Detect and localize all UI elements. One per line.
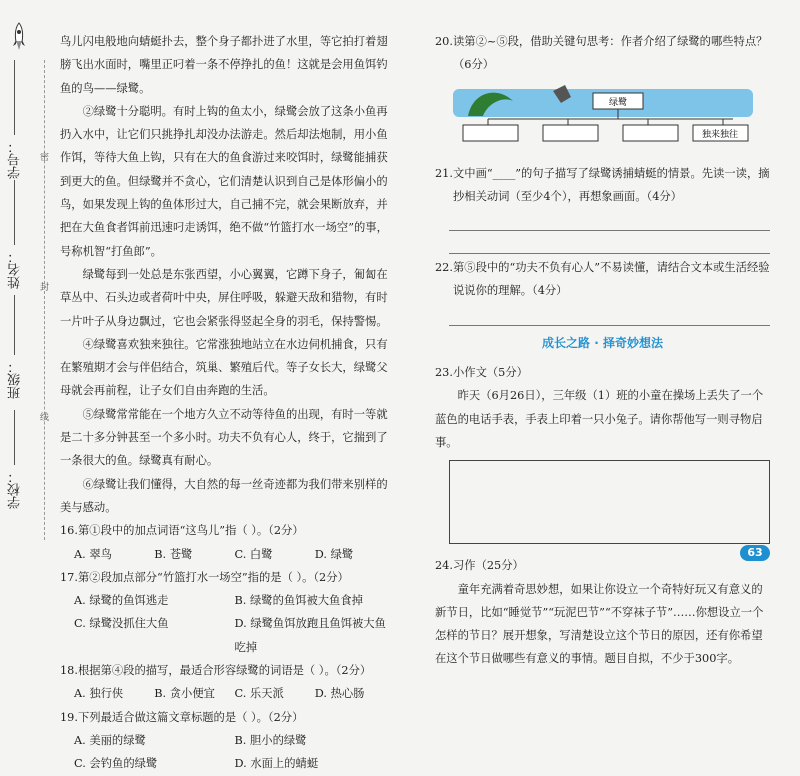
question-number: 24. xyxy=(435,559,453,573)
school-line xyxy=(14,410,15,465)
seal-mark-xian: 线 xyxy=(40,413,50,423)
question-17-options xyxy=(60,589,395,659)
question-text: 第①段中的加点词语“这鸟儿”指（ ）。（2分） xyxy=(77,524,304,538)
student-id-line xyxy=(14,60,15,135)
name-label: 姓名： xyxy=(8,250,23,289)
question-19 xyxy=(60,706,395,729)
question-text: 文中画“____”的句子描写了绿鹭诱捕蜻蜓的情景。先读一读，摘抄相关动词（至少4个），再想象画面。（4分） xyxy=(452,166,770,203)
question-number: 17. xyxy=(60,570,78,584)
diagram-box-4-label: 独来独往 xyxy=(701,129,739,140)
question-number: 23. xyxy=(435,366,453,380)
page-number: 63 xyxy=(740,545,770,561)
option-c[interactable]: C. 会钓鱼的绿鹭 xyxy=(74,757,158,771)
question-text: 根据第④段的描写，最适合形容绿鹭的词语是（ ）。（2分） xyxy=(77,664,372,678)
question-23-prompt: 昨天（6月26日），三年级（1）班的小童在操场上丢失了一个蓝色的电话手表，手表上印着一只小兔子。请你帮他写一则寻物启事。 xyxy=(435,389,764,449)
diagram-box-3[interactable] xyxy=(623,125,678,141)
option-a[interactable]: A. 翠鸟 xyxy=(74,547,112,561)
option-b[interactable]: B. 胆小的绿鹭 xyxy=(234,733,307,747)
option-c[interactable]: C. 白鹭 xyxy=(234,547,273,561)
diagram-graphic xyxy=(453,81,753,156)
question-number: 18. xyxy=(60,664,78,678)
class-line xyxy=(14,295,15,355)
question-16-options xyxy=(60,543,395,566)
question-22 xyxy=(435,256,770,303)
answer-line[interactable] xyxy=(449,235,770,254)
cut-line xyxy=(44,60,45,540)
question-text: 读第②~⑤段，借助关键句思考：作者介绍了绿鹭的哪些特点？（6分） xyxy=(452,35,768,72)
passage-intro: 鸟儿闪电般地向蜻蜓扑去，整个身子都扑进了水里，等它拍打着翅膀飞出水面时，嘴里正叼着一条不停挣扎的鱼！这就是会用鱼饵钓鱼的鸟——绿鹭。 xyxy=(60,35,388,95)
option-d[interactable]: D. 绿鹭 xyxy=(314,547,354,561)
option-d[interactable]: D. 热心肠 xyxy=(314,687,365,701)
answer-line[interactable] xyxy=(449,212,770,231)
class-label: 班级： xyxy=(8,360,23,399)
passage-paragraph-3: 绿鹭每到一处总是东张西望，小心翼翼，它蹲下身子，匍匐在草丛中、石头边或者荷叶中央，屏住呼吸，躲避天敌和猎物，有时一片叶子从身边飘过，它也会紧张得竖起全身的羽毛，保持警惕。 xyxy=(60,267,388,328)
option-a[interactable]: A. 美丽的绿鹭 xyxy=(74,733,146,747)
question-19-options xyxy=(60,729,395,776)
left-column xyxy=(60,30,395,776)
question-18-options xyxy=(60,682,395,705)
option-c[interactable]: C. 绿鹭没抓住大鱼 xyxy=(74,617,169,631)
rocket-icon xyxy=(12,22,26,52)
question-text: 第②段加点部分“竹篮打水一场空”指的是（ ）。（2分） xyxy=(77,570,349,584)
option-d[interactable]: D. 绿鹭鱼饵放跑且鱼饵被大鱼吃掉 xyxy=(234,617,386,654)
question-20 xyxy=(435,30,770,77)
question-text: 习作（25分） xyxy=(452,559,524,573)
question-24-prompt: 童年充满着奇思妙想，如果让你设立一个奇特好玩又有意义的新节日，比如“睡觉节”“玩泥巴节”“不穿袜子节”……你想设立一个怎样的节日？展开想象，写清楚设立这个节日的原因，还有你希望在这个节日做哪些有意义的事情。题目自拟，不少于300字。 xyxy=(435,582,764,666)
option-a[interactable]: A. 独行侠 xyxy=(74,687,124,701)
passage-paragraph-5: ⑤绿鹭常常能在一个地方久立不动等待鱼的出现，有时一等就是二十多分钟甚至一个多小时。功夫不负有心人，终于，它揣到了一条很大的鱼。绿鹭真有耐心。 xyxy=(60,407,388,468)
name-line xyxy=(14,180,15,245)
answer-box[interactable] xyxy=(449,460,770,544)
option-c[interactable]: C. 乐天派 xyxy=(234,687,284,701)
option-b[interactable]: B. 苍鹭 xyxy=(154,547,193,561)
question-21 xyxy=(435,162,770,209)
question-18 xyxy=(60,659,395,682)
question-23 xyxy=(435,361,770,384)
diagram-box-1[interactable] xyxy=(463,125,518,141)
diagram-box-2[interactable] xyxy=(543,125,598,141)
option-b[interactable]: B. 绿鹭的鱼饵被大鱼食掉 xyxy=(234,594,363,608)
feature-diagram xyxy=(453,81,753,156)
question-number: 20. xyxy=(435,35,453,48)
question-text: 小作文（5分） xyxy=(452,366,528,380)
right-column xyxy=(435,30,770,671)
passage-paragraph-6: ⑥绿鹭让我们懂得，大自然的每一丝奇迹都为我们带来别样的美与感动。 xyxy=(60,477,388,514)
binding-spine xyxy=(0,0,40,572)
diagram-center-label: 绿鹭 xyxy=(608,97,628,108)
question-text: 下列最适合做这篇文章标题的是（ ）。（2分） xyxy=(77,710,304,724)
question-number: 22. xyxy=(435,261,453,275)
seal-mark-mi: 密 xyxy=(40,153,50,163)
question-number: 16. xyxy=(60,524,78,538)
passage-paragraph-2: ②绿鹭十分聪明。有时上钩的鱼太小，绿鹭会放了这条小鱼再扔入水中，让它们只挑挣扎却没办法游走。然后却法炮制，用小鱼作饵，等待大鱼上钩，只有在大的鱼食游过来咬饵时，绿鹭能捕获到更大的鱼。但绿鹭并不贪心，它们清楚认识到自己是体形偏小的鸟，如果发现上钩的鱼体形过大，自己捕不完，就会果断放弃，并把在大鱼食者饵前迅速叼走诱饵，绝不做“竹篮打水一场空”的事，号称机智“打鱼郎”。 xyxy=(60,104,388,258)
option-a[interactable]: A. 绿鹭的鱼饵逃走 xyxy=(74,594,169,608)
passage-paragraph-4: ④绿鹭喜欢独来独往。它常涨独地站立在水边伺机捕食，只有在繁殖期才会与伴侣结合，筑巢、繁殖后代。等子女长大，绿鹭父母就会再前程，让子女们自由奔跑的生活。 xyxy=(60,337,388,398)
question-24 xyxy=(435,554,770,577)
question-17 xyxy=(60,566,395,589)
question-16 xyxy=(60,519,395,542)
school-label: 学校： xyxy=(8,470,23,509)
question-number: 21. xyxy=(435,166,453,180)
student-id-label: 学号： xyxy=(8,140,23,179)
seal-mark-feng: 封 xyxy=(40,283,50,293)
option-b[interactable]: B. 贪小便宜 xyxy=(154,687,215,701)
answer-line[interactable] xyxy=(449,307,770,326)
section-title: 成长之路 · 择奇妙想法 xyxy=(542,335,663,350)
option-d[interactable]: D. 水面上的蜻蜓 xyxy=(234,757,319,771)
question-number: 19. xyxy=(60,710,78,724)
question-text: 第⑤段中的“功夫不负有心人”不易读懂，请结合文本或生活经验说说你的理解。（4分） xyxy=(452,261,770,298)
